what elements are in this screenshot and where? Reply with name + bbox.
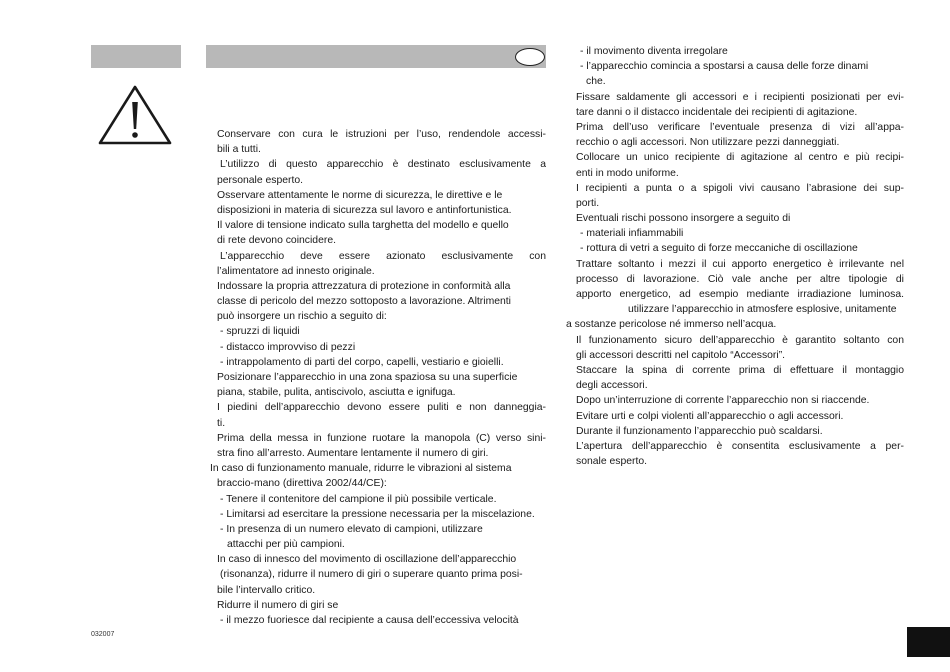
text-line: bili a tutti.	[217, 144, 261, 156]
text-line: può insorgere un rischio a seguito di:	[217, 311, 387, 323]
text-line: Prima della messa in funzione ruotare la manopola (C) verso sini-	[217, 432, 546, 444]
text-line: gli accessori descritti nel capitolo “Accessori”.	[576, 349, 786, 361]
text-line: Posizionare l’apparecchio in una zona spaziosa su una superficie	[217, 372, 518, 383]
text-line: In caso di funzionamento manuale, ridurre le vibrazioni al sistema	[210, 463, 512, 475]
text-line: attacchi per più campioni.	[227, 539, 345, 551]
text-line: In caso di innesco del movimento di oscillazione dell’apparecchio	[217, 554, 517, 566]
text-line: - intrappolamento di parti del corpo, capelli, vestiario e gioielli.	[220, 356, 504, 368]
text-line: I piedini dell’apparecchio devono essere puliti e non danneggia-	[217, 402, 546, 414]
text-line: - materiali infiammabili	[580, 228, 684, 240]
section-header-bar	[206, 45, 546, 68]
text-line: tare danni o il distacco incidentale dei recipienti di agitazione.	[576, 106, 858, 118]
text-line: Osservare attentamente le norme di sicurezza, le direttive e le	[217, 189, 503, 201]
text-line: piana, stabile, pulita, antiscivolo, asciutta e ignifuga.	[217, 387, 456, 399]
text-line: Eventuali rischi possono insorgere a seguito di	[576, 213, 791, 225]
text-line: - Limitarsi ad esercitare la pressione necessaria per la miscelazione.	[220, 508, 535, 520]
header-oval-marker	[515, 48, 545, 66]
text-line: processo di lavorazione. Ciò vale anche per altre tipologie di	[576, 273, 904, 285]
text-line: - Tenere il contenitore del campione il più possibile verticale.	[220, 493, 497, 505]
warning-triangle-icon	[97, 84, 173, 146]
text-line: Il valore di tensione indicato sulla targhetta del modello e quello	[217, 220, 509, 232]
text-line: classe di pericolo del mezzo sottoposto a lavorazione. Altrimenti	[217, 296, 511, 308]
text-line: L’apertura dell’apparecchio è consentita esclusivamente a per-	[576, 440, 904, 452]
text-line: disposizioni in materia di sicurezza sul lavoro e antinfortunistica.	[217, 204, 512, 216]
text-line: sonale esperto.	[576, 456, 648, 468]
text-line: porti.	[576, 197, 600, 209]
text-line: Prima dell’uso verificare l’eventuale presenza di vizi all’appa-	[576, 121, 904, 133]
text-line: stra fino all’arresto. Aumentare lentamente il numero di giri.	[217, 447, 489, 459]
text-line: Evitare urti e colpi violenti all’apparecchio o agli accessori.	[576, 410, 844, 422]
text-line: Trattare soltanto i mezzi il cui apporto energetico è irrilevante nel	[576, 258, 904, 270]
text-line: Collocare un unico recipiente di agitazione al centro e più recipi-	[576, 152, 904, 164]
text-line: Il funzionamento sicuro dell’apparecchio è garantito soltanto con	[576, 334, 904, 346]
document-code: 032007	[91, 631, 115, 638]
text-line: Dopo un’interruzione di corrente l’apparecchio non si riaccende.	[576, 395, 870, 407]
text-line: Staccare la spina di corrente prima di effettuare il montaggio	[576, 364, 904, 376]
text-line: l’alimentatore ad innesto originale.	[217, 265, 375, 277]
text-line: ti.	[217, 417, 226, 429]
text-line: - il movimento diventa irregolare	[580, 46, 728, 57]
text-line: Ridurre il numero di giri se	[217, 599, 339, 611]
text-line: - rottura di vetri a seguito di forze meccaniche di oscillazione	[580, 243, 858, 255]
text-line: - il mezzo fuoriesce dal recipiente a causa dell’eccessiva velocità	[220, 615, 519, 626]
text-line: enti in modo uniforme.	[576, 167, 679, 179]
text-line: utilizzare l’apparecchio in atmosfere esplosive, unitamente	[628, 304, 897, 316]
text-line: personale esperto.	[217, 174, 304, 186]
text-line: Conservare con cura le istruzioni per l’uso, rendendole accessi-	[217, 129, 546, 140]
text-line: recchio o agli accessori. Non utilizzare pezzi danneggiati.	[576, 137, 840, 149]
text-line: - l’apparecchio comincia a spostarsi a causa delle forze dinami	[580, 61, 869, 73]
text-line: Indossare la propria attrezzatura di protezione in conformità alla	[217, 280, 511, 292]
section-side-bar	[91, 45, 181, 68]
text-line: che.	[586, 76, 606, 88]
text-line: di rete devono coincidere.	[217, 235, 336, 247]
text-line: a sostanze pericolose né immerso nell’acqua.	[566, 319, 777, 331]
text-line: Durante il funzionamento l’apparecchio può scaldarsi.	[576, 425, 823, 437]
page-tab-marker	[907, 627, 950, 657]
left-text-column	[210, 127, 546, 628]
text-line: apporto energetico, ad esempio mediante irradiazione luminosa.	[576, 289, 904, 300]
text-line: L’apparecchio deve essere azionato esclusivamente con	[220, 250, 546, 262]
text-line: L’utilizzo di questo apparecchio è destinato esclusivamente a	[220, 159, 546, 171]
text-line: - In presenza di un numero elevato di campioni, utilizzare	[220, 523, 483, 535]
right-text-column	[566, 44, 904, 469]
text-line: - spruzzi di liquidi	[220, 326, 300, 338]
text-line: (risonanza), ridurre il numero di giri o superare quanto prima posi-	[220, 569, 523, 581]
text-line: I recipienti a punta o a spigoli vivi causano l’abrasione dei sup-	[576, 182, 904, 194]
text-line: braccio-mano (direttiva 2002/44/CE):	[217, 478, 387, 490]
text-line: Fissare saldamente gli accessori e i recipienti posizionati per evi-	[576, 91, 904, 103]
text-line: bile l’intervallo critico.	[217, 584, 316, 596]
text-line: - distacco improvviso di pezzi	[220, 341, 356, 353]
text-line: degli accessori.	[576, 380, 648, 392]
